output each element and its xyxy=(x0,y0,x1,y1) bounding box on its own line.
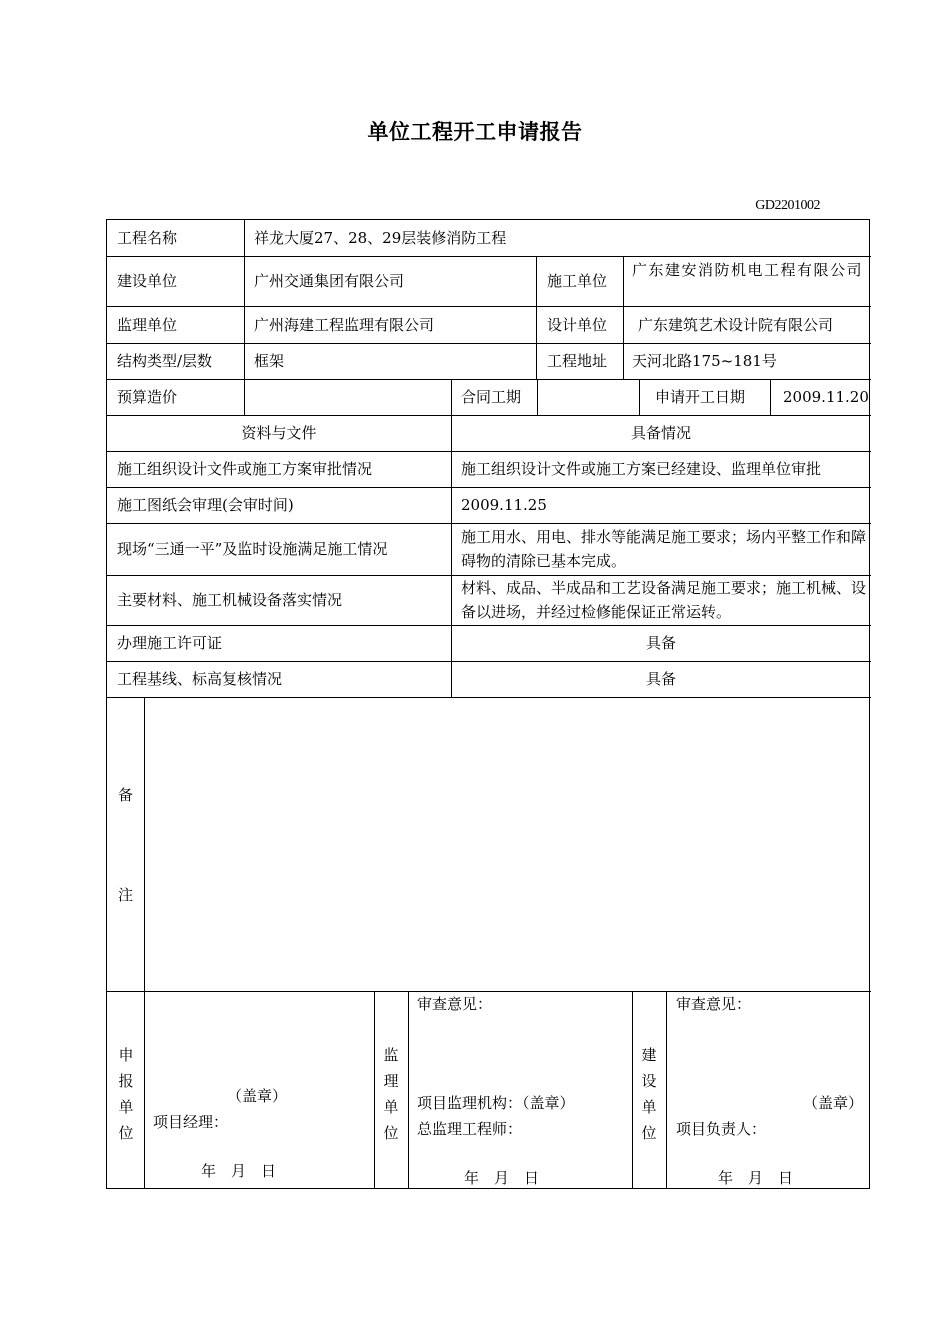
chief-engineer-label: 总监理工程师： xyxy=(417,1120,523,1138)
row-divider xyxy=(107,451,871,452)
col-divider xyxy=(144,697,145,1189)
col-divider xyxy=(639,379,640,415)
docs-header-right: 具备情况 xyxy=(630,424,691,442)
construction-opinion-label: 审查意见： xyxy=(676,995,752,1013)
application-form xyxy=(106,219,870,1189)
row-divider xyxy=(107,379,871,380)
start-date-value: 2009.11.20 xyxy=(783,388,869,406)
contract-period-label: 合同工期 xyxy=(461,388,522,406)
applicant-unit-label: 申 报 单 位 xyxy=(118,1046,134,1142)
doc-item: 办理施工许可证 xyxy=(117,634,223,652)
supervision-opinion-label: 审查意见： xyxy=(417,995,493,1013)
builder-label: 建设单位 xyxy=(117,272,178,290)
supervision-date: 年 月 日 xyxy=(464,1169,540,1187)
project-manager-label: 项目经理： xyxy=(153,1113,229,1131)
docs-header-left: 资料与文件 xyxy=(241,424,317,442)
col-divider xyxy=(536,256,537,379)
doc-item: 施工组织设计文件或施工方案审批情况 xyxy=(117,460,373,478)
applicant-seal: （盖章） xyxy=(227,1087,288,1105)
supervision-org-seal: 项目监理机构：（盖章） xyxy=(417,1094,575,1112)
doc-item: 主要材料、施工机械设备落实情况 xyxy=(117,591,343,609)
col-divider xyxy=(666,991,667,1189)
address-label: 工程地址 xyxy=(547,352,608,370)
col-divider xyxy=(623,256,624,379)
row-divider xyxy=(107,487,871,488)
doc-status: 具备 xyxy=(645,634,676,652)
construction-unit-label: 建 设 单 位 xyxy=(641,1046,657,1142)
row-divider xyxy=(107,343,871,344)
page-title: 单位工程开工申请报告 xyxy=(367,120,583,144)
remarks-label: 备 xyxy=(118,786,134,804)
supervisor-value: 广州海建工程监理有限公司 xyxy=(254,316,435,334)
row-divider xyxy=(107,306,871,307)
col-divider xyxy=(244,220,245,415)
project-leader-label: 项目负责人： xyxy=(676,1120,767,1138)
row-divider xyxy=(107,523,871,524)
project-name-label: 工程名称 xyxy=(117,229,178,247)
col-divider xyxy=(451,415,452,697)
doc-item: 施工图纸会审理(会审时间) xyxy=(117,496,294,514)
col-divider xyxy=(632,991,633,1189)
row-divider xyxy=(107,625,871,626)
supervisor-label: 监理单位 xyxy=(117,316,178,334)
structure-value: 框架 xyxy=(254,352,285,370)
structure-label: 结构类型/层数 xyxy=(117,352,213,370)
doc-status: 施工组织设计文件或施工方案已经建设、监理单位审批 xyxy=(461,460,822,478)
col-divider xyxy=(408,991,409,1189)
construction-seal: （盖章） xyxy=(803,1094,864,1112)
doc-item: 现场“三通一平”及监时设施满足施工情况 xyxy=(117,540,388,558)
designer-label: 设计单位 xyxy=(547,316,608,334)
supervision-unit-label: 监 理 单 位 xyxy=(383,1046,399,1142)
row-divider xyxy=(107,991,871,992)
remarks-label: 注 xyxy=(118,886,134,904)
col-divider xyxy=(374,991,375,1189)
document-code: GD2201002 xyxy=(755,198,820,213)
col-divider xyxy=(537,379,538,415)
doc-status: 材料、成品、半成品和工艺设备满足施工要求；施工机械、设备以进场，并经过检修能保证正常运转。 xyxy=(461,579,867,621)
row-divider xyxy=(107,661,871,662)
doc-status: 具备 xyxy=(645,670,676,688)
address-value: 天河北路175~181号 xyxy=(632,352,777,370)
start-date-label: 申请开工日期 xyxy=(655,388,746,406)
row-divider xyxy=(107,697,871,698)
project-name-value: 祥龙大厦27、28、29层装修消防工程 xyxy=(254,229,507,247)
construction-date: 年 月 日 xyxy=(718,1169,794,1187)
contractor-label: 施工单位 xyxy=(547,272,608,290)
budget-label: 预算造价 xyxy=(117,388,178,406)
doc-item: 工程基线、标高复核情况 xyxy=(117,670,283,688)
applicant-date: 年 月 日 xyxy=(201,1162,277,1180)
doc-status: 2009.11.25 xyxy=(461,496,547,514)
col-divider xyxy=(451,379,452,415)
row-divider xyxy=(107,415,871,416)
col-divider xyxy=(770,379,771,415)
contractor-value: 广东建安消防机电工程有限公司 xyxy=(632,261,864,279)
builder-value: 广州交通集团有限公司 xyxy=(254,272,405,290)
doc-status: 施工用水、用电、排水等能满足施工要求；场内平整工作和障碍物的清除已基本完成。 xyxy=(461,528,867,570)
designer-value: 广东建筑艺术设计院有限公司 xyxy=(638,316,834,334)
row-divider xyxy=(107,256,871,257)
